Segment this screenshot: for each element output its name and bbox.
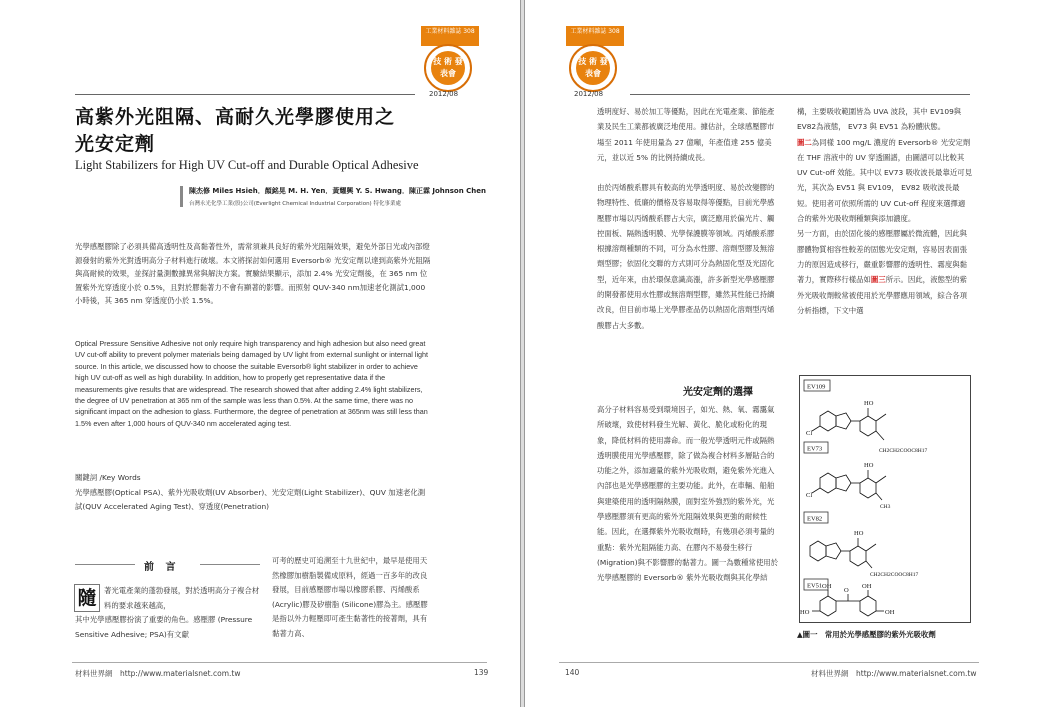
intro-paragraph-cont: 其中光學感壓膠扮演了重要的角色。感壓膠 (Pressure Sensitive Adhesive; PSA)有文獻 bbox=[75, 615, 253, 639]
ev51-label: EV51 bbox=[807, 582, 823, 590]
seminar-badge bbox=[560, 26, 630, 98]
badge-date: 2012/08 bbox=[429, 90, 459, 98]
svg-text:CH3: CH3 bbox=[880, 504, 891, 510]
authors-block bbox=[180, 186, 486, 207]
ev109-label: EV109 bbox=[807, 383, 826, 391]
col2-para-1: 構，主要吸收範圍皆為 UVA 波段，其中 EV109與EV82為液態， EV73 與 EV51 為粉體狀態。 bbox=[797, 107, 962, 132]
badge-inner-text: 技 術 發表會 bbox=[431, 51, 465, 85]
badge-date: 2012/08 bbox=[574, 90, 604, 98]
chemical-structures bbox=[800, 376, 972, 624]
article-title-en: Light Stabilizers for High UV Cut-off and Durable Optical Adhesive bbox=[75, 158, 419, 172]
svg-text:CH2CH2COOC8H17: CH2CH2COOC8H17 bbox=[879, 448, 928, 454]
svg-text:CH2CH2COOC8H17: CH2CH2COOC8H17 bbox=[870, 572, 919, 578]
right-page bbox=[524, 0, 1045, 707]
col1-para-1: 透明度好、易於加工等優點，因此在光電產業、節能產業及民生工業都被廣泛地使用。據估計，全球感壓膠市場至 2011 年使用量為 27 億噸，年產值達 255 億美元，並以近 5% 的比例持續成長。 bbox=[597, 107, 775, 162]
ev82-label: EV82 bbox=[807, 515, 823, 523]
footer-site: 材料世界網 http://www.materialsnet.com.tw bbox=[75, 669, 241, 678]
fig2-ref: 圖二 bbox=[797, 137, 812, 147]
svg-text:OH: OH bbox=[885, 609, 895, 616]
svg-text:HO: HO bbox=[854, 530, 864, 537]
svg-text:HO: HO bbox=[864, 400, 874, 407]
abstract-zh: 光學感壓膠除了必須具備高透明性及高黏著性外，需常須兼具良好的紫外光阻隔效果，避免外部日光或內部燈源發射的紫外光對透明高分子材料進行破壞。本文將探討如何選用 Eversorb® 光安定劑以達到高紫外光阻隔與高耐候的效果，並探討量測數據異常與解決方案。實驗結果顯示，添加 2.4% 光安定劑後，在 365 nm 位置紫外光穿透度小於 0.5%，且對於膠黏著力不會有顯著的影響。而照射 QUV-340 nm加速老化測試1,000小時後，其 365 nm 穿透度仍小於 1.5%。 bbox=[75, 242, 431, 305]
intro-heading: 前 言 bbox=[144, 562, 180, 573]
footer-rule bbox=[559, 662, 979, 663]
svg-text:OH: OH bbox=[822, 583, 832, 590]
intro-rule-left bbox=[75, 564, 135, 565]
title-line-2: 光安定劑 bbox=[75, 133, 156, 155]
section-heading: 光安定劑的選擇 bbox=[683, 387, 753, 398]
svg-text:HO: HO bbox=[800, 609, 810, 616]
left-page bbox=[0, 0, 521, 707]
badge-inner-text: 技 術 發表會 bbox=[576, 51, 610, 85]
keywords-text: 光學感壓膠(Optical PSA)、紫外光吸收劑(UV Absorber)、光安定劑(Light Stabilizer)、QUV 加速老化測試(QUV Accelerated Aging Test)、穿透度(Penetration) bbox=[75, 488, 426, 511]
ev82-structure bbox=[810, 538, 876, 568]
svg-text:O: O bbox=[844, 587, 849, 594]
col2-text bbox=[797, 104, 972, 318]
badge-bar: 工業材料雜誌 308 bbox=[566, 26, 624, 46]
ev73-structure bbox=[812, 470, 886, 500]
svg-text:Cl: Cl bbox=[806, 430, 813, 437]
author-affiliation: 台灣永光化學工業(股)公司(Everlight Chemical Industrial Corporation) 特化事業處 bbox=[189, 201, 401, 207]
keywords-label: 關鍵詞 /Key Words bbox=[75, 473, 141, 482]
seminar-badge bbox=[415, 26, 485, 98]
fig3-ref: 圖三 bbox=[870, 275, 886, 285]
header-rule bbox=[630, 94, 970, 95]
footer-site: 材料世界網 http://www.materialsnet.com.tw bbox=[811, 669, 977, 678]
title-line-1: 高紫外光阻隔、高耐久光學膠使用之 bbox=[75, 106, 396, 128]
col2-para-3a: 另一方面，由於固化後的感壓膠屬於微流體，因此與膠體物質相容性較差的固態光安定劑，容易因表面張力的原因造成移行，嚴重影響膠的透明性、霧度與黏著力，實際移行樣品如 bbox=[797, 229, 967, 285]
svg-text:HO: HO bbox=[864, 462, 874, 469]
ev73-label: EV73 bbox=[807, 445, 823, 453]
col1-para-2: 由於丙烯酸系膠具有較高的光學透明度、易於改變膠的物理特性、低廉的價格及容易取得等優點，目前光學感壓膠市場以丙烯酸系膠占大宗，廣泛應用於偏光片、觸控面板、隔熱透明膜、光學保護膜等領域。丙烯酸系膠根據溶劑種類的不同，可分為水性膠、溶劑型膠及無溶劑型膠；依固化交聯的方式則可分為熱固化型及光固化型，近年來，由於環保意識高漲，許多新型光學感壓膠的開發都使用水性膠或無溶劑型膠，雖然其性能已持續改良，但目前市場上光學膠產品仍以熱固化溶劑型丙烯酸膠占大多數。 bbox=[597, 183, 775, 330]
intro-paragraph-start: 著光電產業的蓬勃發展，對於透明高分子複合材料的要求越來越高， bbox=[104, 586, 260, 610]
footer-rule bbox=[72, 662, 487, 663]
article-title-zh bbox=[75, 104, 395, 158]
svg-text:OH: OH bbox=[862, 583, 872, 590]
intro-rule-right bbox=[200, 564, 260, 565]
page-number: 139 bbox=[474, 668, 489, 677]
intro-column-2: 可考的歷史可追溯至十九世紀中，最早是使用天然橡膠加樹脂製備成原料，經過一百多年的改良發展，目前感壓膠市場以橡膠系膠、丙烯酸系 (Acrylic)膠及矽樹脂 (Silicone)膠為主。感壓膠是指以外力輕壓即可產生黏著性的接著劑，具有黏著力高、 bbox=[272, 556, 428, 638]
badge-bar: 工業材料雜誌 308 bbox=[421, 26, 479, 46]
col1-para-3: 高分子材料容易受到環境因子，如光、熱、氧、霧靄氣所破壞，致使材料發生光解、黃化、脆化或粉化的現象，降低材料的使用壽命。而一般光學透明元件或隔熱透明膜使用光學感壓膠，除了做為複合材料多層貼合的功能之外，添加適量的紫外光吸收劑，避免紫外光進入內部也是光學感壓膠的主要功能。此外，在車輛、船舶與建築使用的透明隔熱膜，面對室外強烈的紫外光，光學感壓膠須有更高的紫外光阻隔效果與更強的耐候性能。因此，在選擇紫外光吸收劑時，有幾項必須考量的重點：紫外光阻隔能力高、在膠內不易發生移行(Migration)與不影響膠的黏著力。圖一為數種常使用於光學感壓膠的 Eversorb® 紫外光吸收劑與其化學結 bbox=[597, 405, 779, 583]
header-rule bbox=[75, 94, 415, 95]
page-number: 140 bbox=[565, 668, 580, 677]
svg-text:Cl: Cl bbox=[806, 492, 813, 499]
abstract-en: Optical Pressure Sensitive Adhesive not only require high transparency and high adhesion but also need great UV cut-off ability to prevent polymer materials being damaged by UV light from external sunlight or internal light source. In this article, we discussed how to choose the suitable Eversorb® light stabilizer in order to achieve high UV cut-off as well as high durability. In addition, how to properly get representative data if the measurements give results that are widespread. The research showed that after adding 2.4% light stabilizers, the degree of UV penetration at 365 nm of the sample was less than 0.5%. At the same time, there was no significant impact on the adhesion to glass. Furthermore, the degree of penetration at 365nm was still less than 1.5% even after 1,000 hours of QUV-340 nm accelerated aging test. bbox=[75, 339, 429, 428]
figure-1 bbox=[799, 375, 971, 623]
col2-para-3b: 所示。因此，液態型的紫外光吸收劑較常被使用於光學膠應用領域，綜合各項分析指標，下文中選 bbox=[797, 275, 968, 315]
ev109-structure bbox=[812, 408, 886, 440]
figure-1-caption: ▲圖一 常用於光學感壓膠的紫外光吸收劑 bbox=[797, 630, 936, 639]
drop-cap: 隨 bbox=[74, 584, 100, 612]
author-names: 陳杰修 Miles Hsieh．顏銘晃 M. H. Yen．黃耀興 Y. S. Hwang．陳正霖 Johnson Chen bbox=[189, 187, 487, 195]
col2-para-2: 為同樣 100 mg/L 濃度的 Eversorb® 光安定劑在 THF 溶液中的 UV 穿透圖譜，由圖譜可以比較其 UV Cut-off 效能。其中以 EV73 吸收波長最靠近可見光，其次為 EV51 與 EV109， EV82 吸收波長最短。使用者可依照所需的 UV Cut-off 程度來選擇適合的紫外光吸收劑種類與添加濃度。 bbox=[797, 137, 973, 224]
